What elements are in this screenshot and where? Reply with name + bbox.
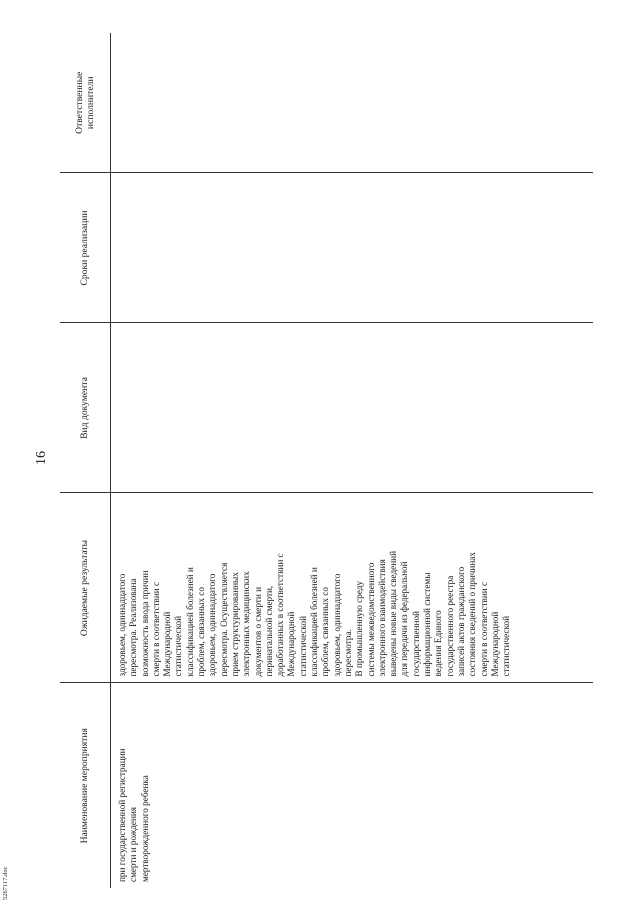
cell-document-type: [111, 323, 594, 493]
cell-implementation-terms: [111, 173, 594, 323]
table-header-row: [60, 33, 111, 888]
cell-measure-name: при государственной регистрации смерти и рождения мертворожденного ребенка: [111, 683, 594, 888]
document-code: 5267117.doc: [2, 866, 9, 900]
header-responsible-executors: Ответственные исполнители: [60, 33, 111, 173]
page-number: 16: [34, 451, 49, 465]
header-measure-name: Наименование мероприятия: [60, 683, 111, 888]
measures-table: [60, 33, 593, 888]
header-implementation-terms: Сроки реализации: [60, 173, 111, 323]
header-expected-results: Ожидаемые результаты: [60, 493, 111, 683]
table-row: [111, 33, 594, 888]
doc-code-holder: [2, 840, 14, 900]
document-page: [30, 28, 620, 888]
cell-expected-results: здоровьем, одиннадцатого пересмотра. Реализована возможность ввода причин смерти в соответствии с Международной статистической классификацией болезней и проблем, связанных со здоровьем, одиннадцатого пересмотра. Осуществляется прием структурированных электронных медицинских документов о смерти и перинатальной смерти, доработанных в соответствии с Международной статистической классификацией болезней и проблем, связанных со здоровьем, одиннадцатого пересмотра. В промышленную среду системы межведомственного электронного взаимодействия выведены новые виды сведений для передачи из федеральной государственной информационной системы ведения Единого государственного реестра записей актов гражданского состояния сведений о причинах смерти в соответствии с Международной статистической: [111, 493, 594, 683]
header-document-type: Вид документа: [60, 323, 111, 493]
cell-responsible-executors: [111, 33, 594, 173]
